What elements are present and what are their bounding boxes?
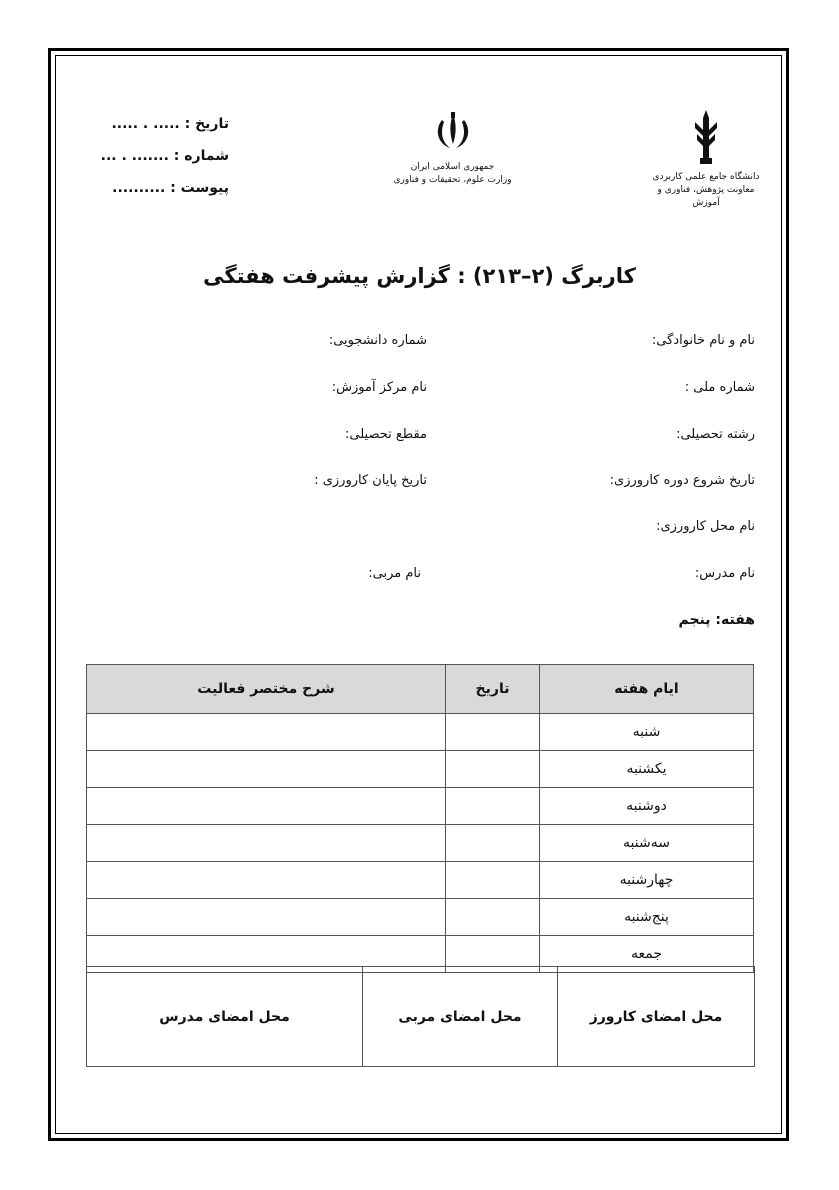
activity-table [86, 664, 754, 973]
trainer-signature-box[interactable]: محل امضای مربی [362, 967, 557, 1066]
form-title: کاربرگ (۲–۲۱۳) : گزارش پیشرفت هفتگی [203, 264, 636, 288]
workplace-label: نام محل کارورزی: [656, 519, 755, 534]
date-cell[interactable] [446, 751, 540, 788]
emblem-line-2: وزارت علوم، تحقیقات و فناوری [393, 175, 512, 185]
table-header-row [87, 665, 754, 714]
attachment-label: پیوست : [170, 180, 229, 196]
ministry-emblem [385, 110, 520, 187]
date-cell[interactable] [446, 788, 540, 825]
day-cell: جمعه [540, 936, 754, 973]
attachment-line [112, 180, 229, 196]
day-cell: پنج‌شنبه [540, 899, 754, 936]
date-cell[interactable] [446, 862, 540, 899]
day-cell: دوشنبه [540, 788, 754, 825]
instructor-label: نام مدرس: [694, 566, 755, 581]
day-cell: یکشنبه [540, 751, 754, 788]
number-line [101, 148, 229, 164]
university-line-2: معاونت پژوهش، فناوری و آموزش [657, 185, 755, 208]
student-number-label: شماره دانشجویی: [328, 333, 427, 348]
university-line-1: دانشگاه جامع علمی کاربردی [652, 172, 760, 182]
date-cell[interactable] [446, 899, 540, 936]
week-label: هفته: پنجم [678, 612, 755, 628]
number-value: ....... . ... [100, 148, 169, 164]
table-row [87, 714, 754, 751]
degree-label: مقطع تحصیلی: [345, 427, 427, 442]
description-cell[interactable] [87, 714, 446, 751]
description-cell[interactable] [87, 862, 446, 899]
iran-emblem-icon [430, 110, 476, 156]
university-emblem [650, 108, 762, 210]
table-row [87, 788, 754, 825]
instructor-signature-box[interactable]: محل امضای مدرس [159, 1008, 290, 1025]
column-header-day: ایام هفته [540, 665, 754, 714]
day-cell: سه‌شنبه [540, 825, 754, 862]
signature-table [86, 966, 755, 1067]
column-header-description: شرح مختصر فعالیت [87, 665, 446, 714]
day-cell: چهارشنبه [540, 862, 754, 899]
description-cell[interactable] [87, 751, 446, 788]
description-cell[interactable] [87, 825, 446, 862]
date-line [111, 116, 229, 132]
description-cell[interactable] [87, 788, 446, 825]
date-cell[interactable] [446, 714, 540, 751]
university-logo-icon [691, 108, 721, 166]
full-name-label: نام و نام خانوادگی: [651, 333, 755, 348]
date-value: ..... . ..... [111, 116, 180, 132]
emblem-line-1: جمهوری اسلامی ایران [410, 162, 495, 172]
table-row [87, 825, 754, 862]
start-date-label: تاریخ شروع دوره کارورزی: [609, 473, 755, 488]
table-row [87, 899, 754, 936]
major-label: رشته تحصیلی: [676, 427, 755, 442]
trainer-label: نام مربی: [368, 566, 421, 581]
day-cell: شنبه [540, 714, 754, 751]
date-cell[interactable] [446, 825, 540, 862]
intern-signature-box[interactable]: محل امضای کارورز [557, 967, 754, 1066]
date-label: تاریخ : [184, 116, 229, 132]
table-row [87, 751, 754, 788]
training-center-label: نام مرکز آموزش: [331, 380, 427, 395]
table-row [87, 862, 754, 899]
end-date-label: تاریخ پایان کارورزی : [314, 473, 427, 488]
national-id-label: شماره ملی : [684, 380, 755, 395]
description-cell[interactable] [87, 899, 446, 936]
number-label: شماره : [173, 148, 229, 164]
attachment-value: .......... [112, 180, 166, 196]
column-header-date: تاریخ [446, 665, 540, 714]
